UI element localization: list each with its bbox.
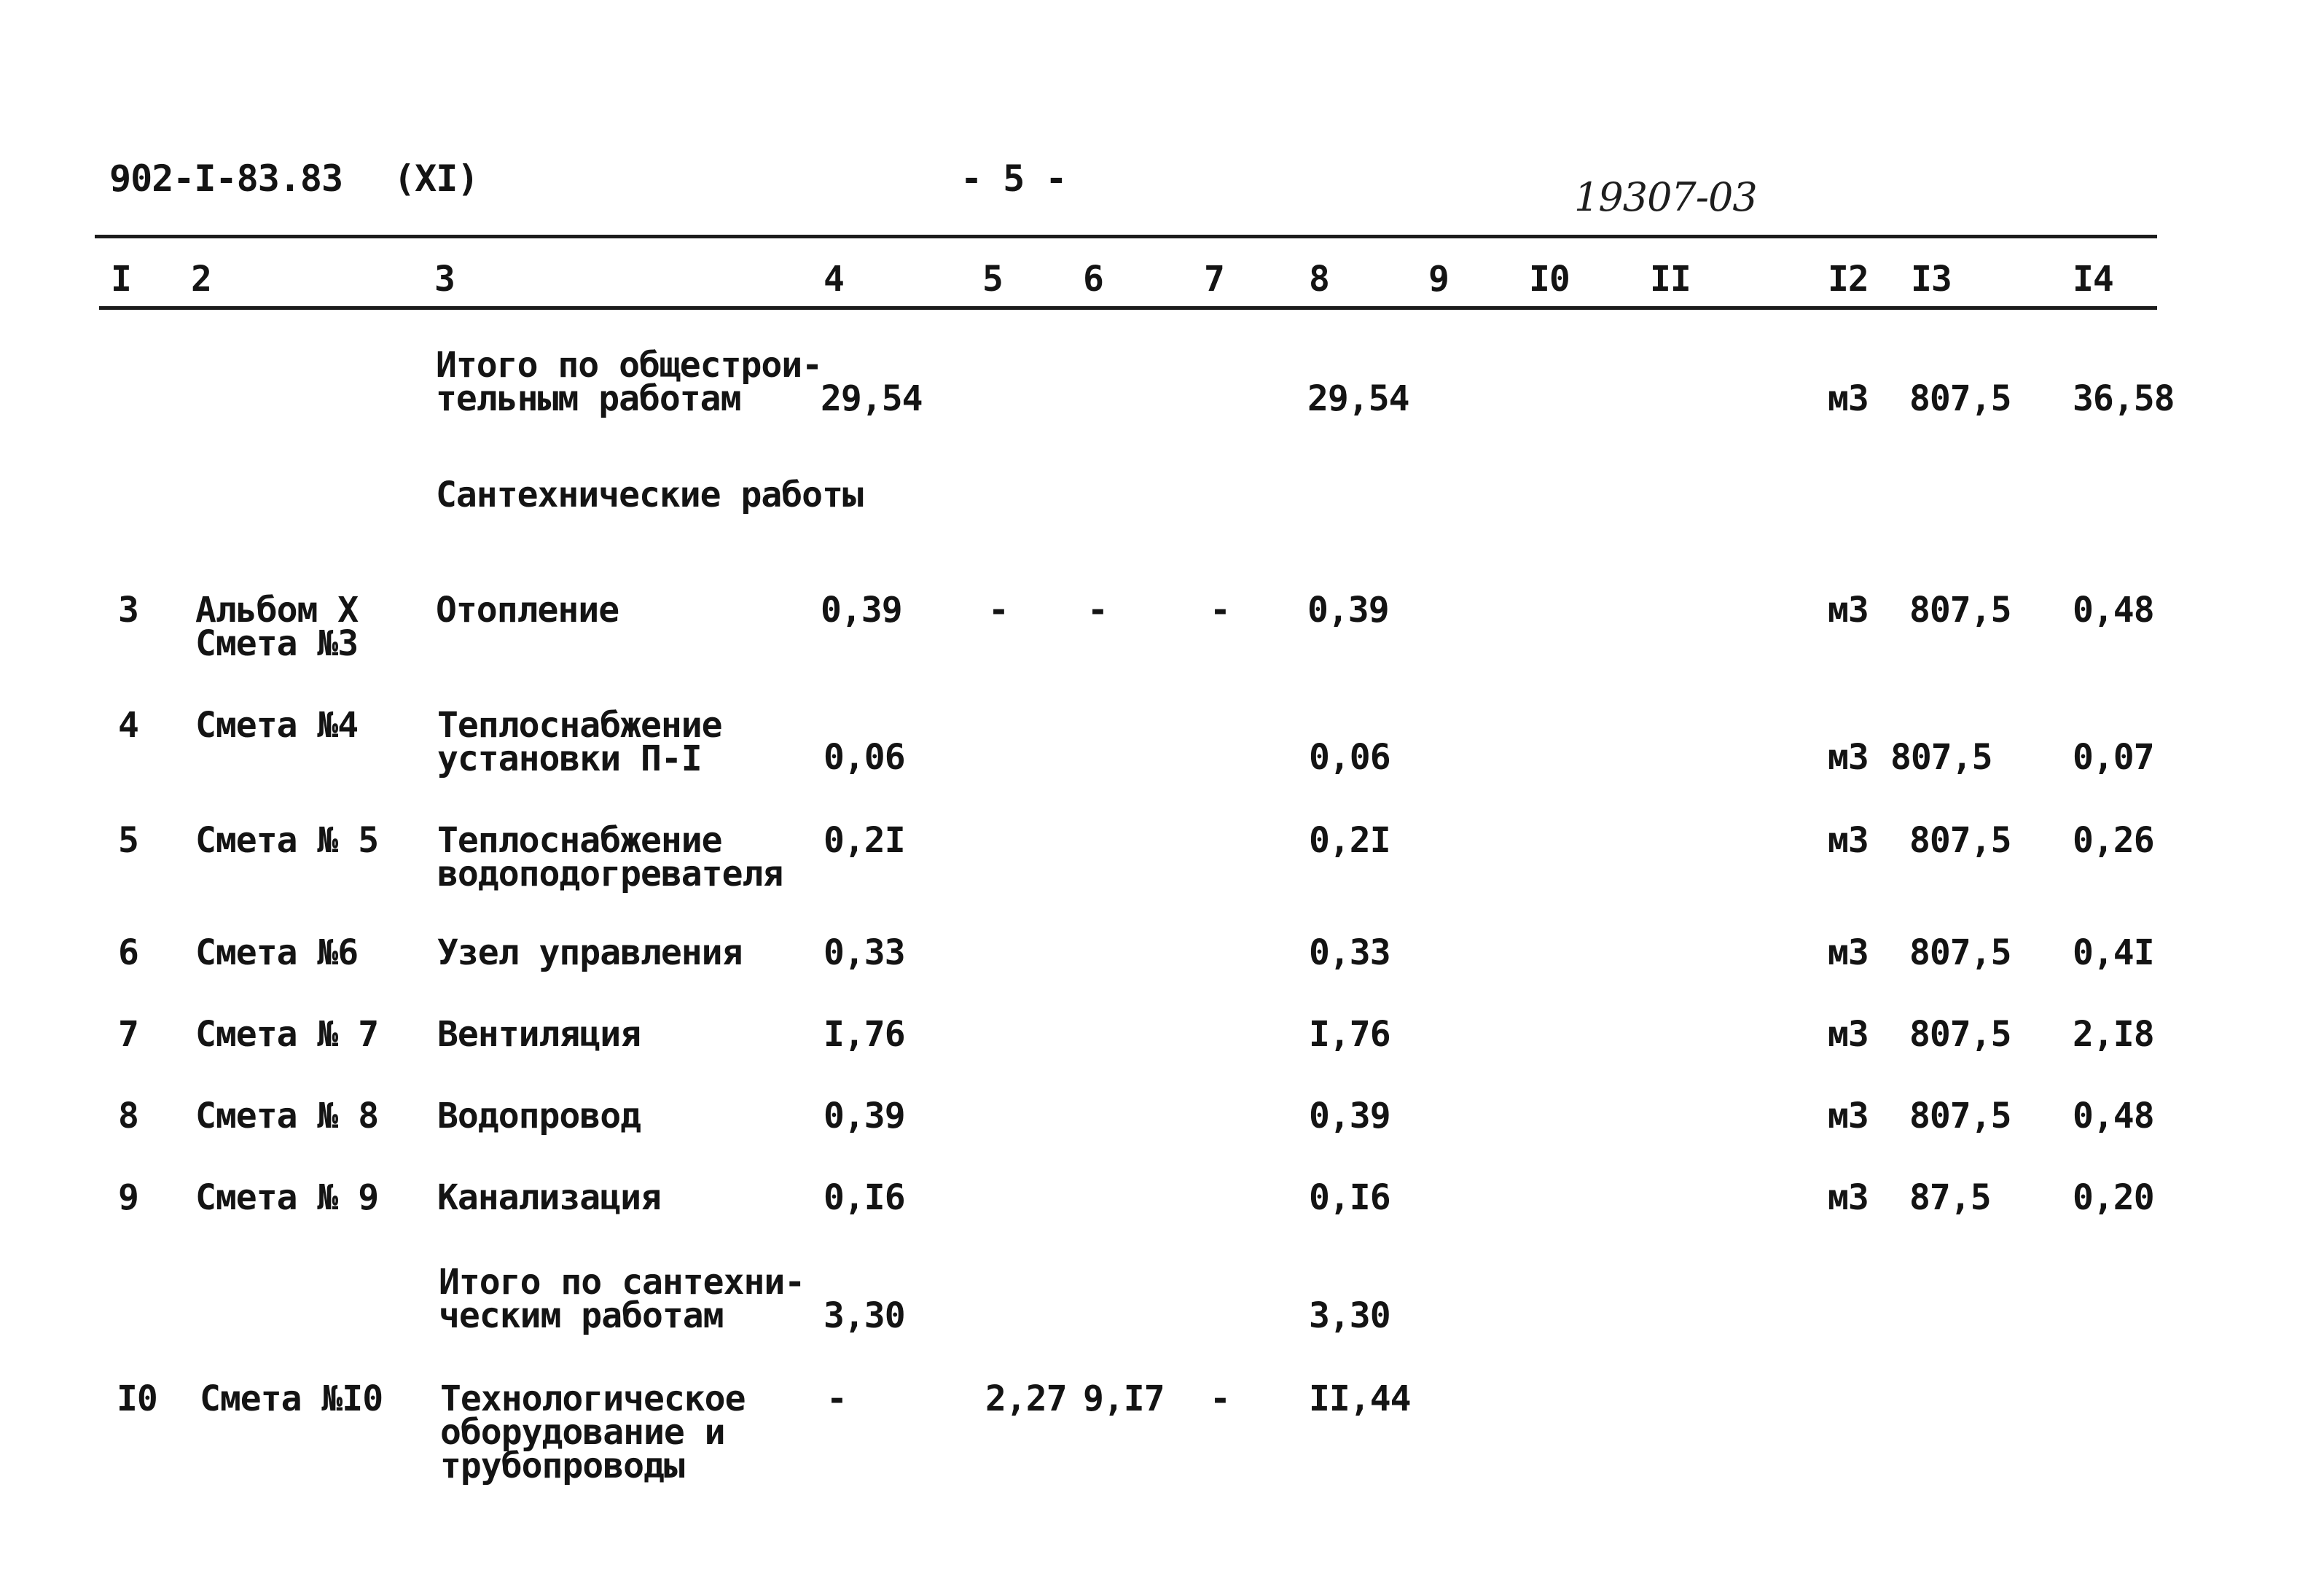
column-number: 5 xyxy=(982,259,1003,300)
row-reference: Смета №I0 xyxy=(200,1378,383,1419)
column-number: 8 xyxy=(1309,259,1329,300)
row-description: Итого по общестрои- тельным работам xyxy=(436,345,823,419)
row-value-col13: 807,5 xyxy=(1909,932,2011,973)
row-value-col4: 0,06 xyxy=(823,737,905,778)
row-number: I0 xyxy=(117,1378,157,1419)
row-description: Отопление xyxy=(436,590,619,631)
row-value-col8: 0,39 xyxy=(1307,590,1389,631)
column-number: I3 xyxy=(1911,259,1952,300)
row-value-col14: 0,48 xyxy=(2073,590,2154,631)
column-number: 4 xyxy=(823,259,844,300)
row-description: Водопровод xyxy=(437,1096,641,1136)
column-number: II xyxy=(1650,259,1691,300)
row-number: 8 xyxy=(118,1096,138,1136)
row-value-col8: II,44 xyxy=(1309,1378,1411,1419)
row-value-col8: 0,06 xyxy=(1309,737,1390,778)
column-number: I4 xyxy=(2073,259,2113,300)
document-code: 902-I-83.83 xyxy=(109,157,343,200)
row-description: Канализация xyxy=(437,1177,661,1218)
header-rule xyxy=(99,306,2157,310)
row-description: Итого по сантехни- ческим работам xyxy=(439,1262,805,1336)
row-value-col14: 0,4I xyxy=(2073,932,2154,973)
row-value-col14: 0,26 xyxy=(2073,820,2154,861)
column-number: 6 xyxy=(1083,259,1103,300)
row-unit: м3 xyxy=(1828,737,1869,778)
column-number: I0 xyxy=(1529,259,1570,300)
row-description: Вентиляция xyxy=(437,1014,641,1055)
row-value-col8: 29,54 xyxy=(1307,378,1409,419)
row-description: Технологическое оборудование и трубопроводы xyxy=(440,1378,746,1486)
row-reference: Смета №6 xyxy=(195,932,359,973)
row-value-col14: 2,I8 xyxy=(2073,1014,2154,1055)
row-value-col6: - xyxy=(1087,590,1108,631)
row-value-col4: 29,54 xyxy=(821,378,923,419)
row-value-col7: - xyxy=(1210,590,1230,631)
column-number: 3 xyxy=(434,259,455,300)
row-reference: Смета № 8 xyxy=(195,1096,379,1136)
row-value-col13: 807,5 xyxy=(1890,737,1992,778)
row-number: 5 xyxy=(118,820,138,861)
row-reference: Альбом X Смета №3 xyxy=(195,590,359,664)
row-value-col4: I,76 xyxy=(823,1014,905,1055)
row-description: Теплоснабжение водоподогревателя xyxy=(437,820,783,894)
row-value-col8: 0,39 xyxy=(1309,1096,1390,1136)
row-number: 3 xyxy=(118,590,138,631)
column-number: I2 xyxy=(1828,259,1869,300)
row-value-col5: - xyxy=(988,590,1009,631)
row-number: 4 xyxy=(118,705,138,746)
row-unit: м3 xyxy=(1828,590,1869,631)
row-value-col5: 2,27 xyxy=(985,1378,1067,1419)
row-value-col14: 0,07 xyxy=(2073,737,2154,778)
row-value-col4: 0,2I xyxy=(823,820,905,861)
row-value-col4: 0,39 xyxy=(823,1096,905,1136)
row-value-col13: 807,5 xyxy=(1909,1096,2011,1136)
column-number: 7 xyxy=(1204,259,1224,300)
top-rule xyxy=(95,235,2157,238)
row-value-col4: 0,I6 xyxy=(823,1177,905,1218)
row-value-col8: 0,I6 xyxy=(1309,1177,1390,1218)
row-unit: м3 xyxy=(1828,378,1869,419)
row-value-col14: 36,58 xyxy=(2073,378,2175,419)
document-part: (XI) xyxy=(394,157,479,200)
row-reference: Смета №4 xyxy=(195,705,359,746)
row-value-col4: 0,33 xyxy=(823,932,905,973)
row-description: Теплоснабжение установки П-I xyxy=(437,705,722,779)
row-value-col8: I,76 xyxy=(1309,1014,1390,1055)
page-number: - 5 - xyxy=(960,157,1067,200)
row-value-col8: 3,30 xyxy=(1309,1295,1390,1336)
row-value-col14: 0,20 xyxy=(2073,1177,2154,1218)
row-unit: м3 xyxy=(1828,1177,1869,1218)
row-unit: м3 xyxy=(1828,1014,1869,1055)
row-value-col13: 807,5 xyxy=(1909,820,2011,861)
row-value-col8: 0,2I xyxy=(1309,820,1390,861)
row-value-col7: - xyxy=(1210,1378,1230,1419)
row-value-col4: 0,39 xyxy=(821,590,902,631)
row-value-col8: 0,33 xyxy=(1309,932,1390,973)
row-value-col4: - xyxy=(826,1378,847,1419)
row-value-col13: 807,5 xyxy=(1909,590,2011,631)
column-number: 9 xyxy=(1428,259,1449,300)
row-value-col13: 807,5 xyxy=(1909,378,2011,419)
row-reference: Смета № 7 xyxy=(195,1014,379,1055)
section-title: Сантехнические работы xyxy=(436,475,863,515)
row-number: 6 xyxy=(118,932,138,973)
row-value-col14: 0,48 xyxy=(2073,1096,2154,1136)
row-description: Узел управления xyxy=(437,932,743,973)
row-value-col13: 807,5 xyxy=(1909,1014,2011,1055)
column-number: I xyxy=(111,259,131,300)
row-unit: м3 xyxy=(1828,820,1869,861)
row-unit: м3 xyxy=(1828,1096,1869,1136)
row-number: 9 xyxy=(118,1177,138,1218)
row-value-col6: 9,I7 xyxy=(1083,1378,1165,1419)
row-value-col4: 3,30 xyxy=(823,1295,905,1336)
row-number: 7 xyxy=(118,1014,138,1055)
row-value-col13: 87,5 xyxy=(1909,1177,1991,1218)
row-unit: м3 xyxy=(1828,932,1869,973)
handwritten-number: 19307-03 xyxy=(1574,174,1757,220)
row-reference: Смета № 9 xyxy=(195,1177,379,1218)
row-reference: Смета № 5 xyxy=(195,820,379,861)
column-number: 2 xyxy=(191,259,211,300)
